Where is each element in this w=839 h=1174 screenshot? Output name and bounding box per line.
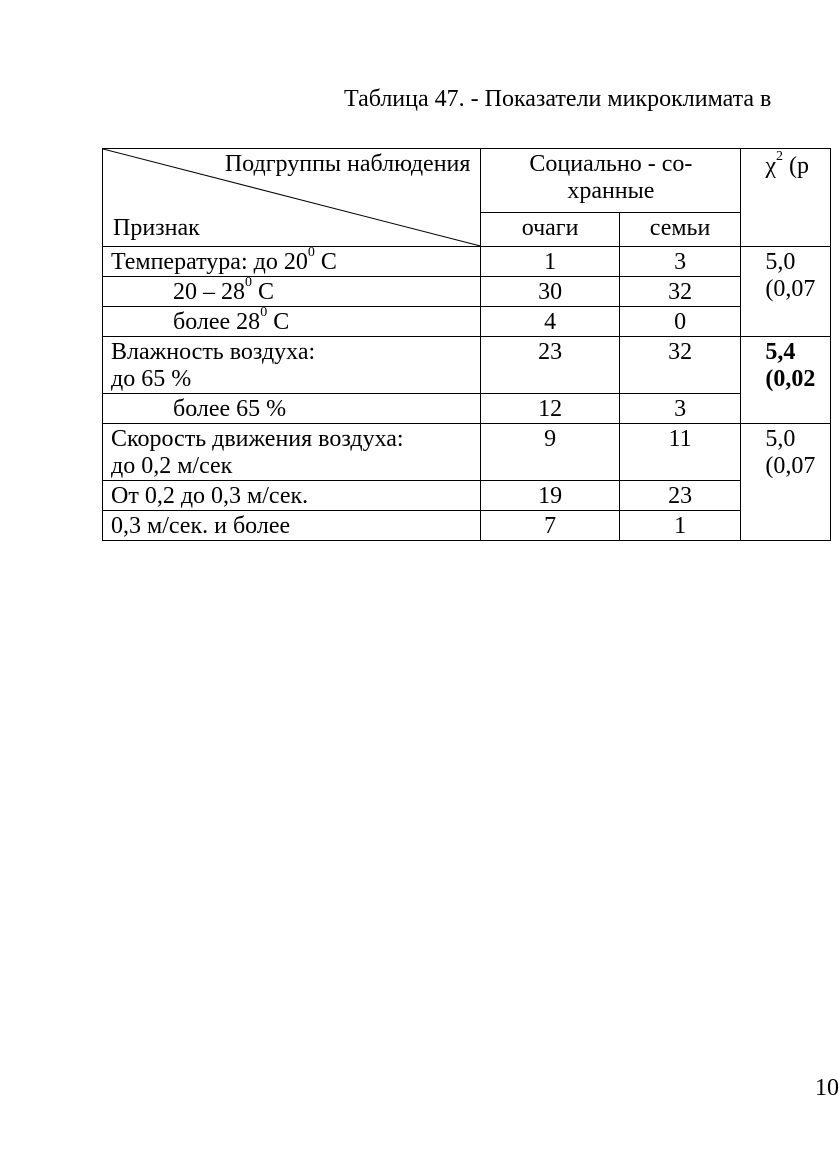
group-header [481, 149, 741, 213]
group-header-line2: хранные [567, 178, 655, 204]
col-header-families: семьи [619, 213, 741, 247]
cell-foci: 9 [481, 424, 619, 481]
group-header-line1: Социально - со- [529, 151, 693, 177]
cell-foci: 7 [481, 511, 619, 541]
row-label: От 0,2 до 0,3 м/сек. [103, 481, 481, 511]
row-label: более $28^0$ С [103, 307, 481, 337]
row-label: Влажность воздуха: до 65 % [103, 337, 481, 394]
chi-humidity-p: (0,02 [765, 366, 816, 392]
cell-families: 32 [619, 337, 741, 394]
table-row [103, 277, 831, 307]
table-row [103, 424, 831, 481]
cell-foci: 12 [481, 394, 619, 424]
cell-families: 1 [619, 511, 741, 541]
chi-superscript: 2 [775, 149, 783, 164]
row-label: более 65 % [103, 394, 481, 424]
table-row [103, 337, 831, 394]
microclimate-table [102, 148, 831, 541]
cell-foci: 19 [481, 481, 619, 511]
chi-header [741, 149, 831, 247]
table-title: Таблица 47. - Показатели микроклимата в [344, 86, 772, 112]
cell-families: 23 [619, 481, 741, 511]
cell-families: 32 [619, 277, 741, 307]
cell-foci: 1 [481, 247, 619, 277]
chi-speed [741, 424, 831, 541]
table-row [103, 511, 831, 541]
chi-speed-value: 5,0 [765, 426, 796, 452]
cell-foci: 30 [481, 277, 619, 307]
table-row [103, 394, 831, 424]
chi-speed-p: (0,07 [765, 453, 816, 479]
chi-humidity-value: 5,4 [765, 339, 796, 365]
row-label: Скорость движения воздуха: до 0,2 м/сек [103, 424, 481, 481]
cell-families: 0 [619, 307, 741, 337]
page-number: 10 [815, 1075, 839, 1101]
row-label: $20 - 28^0$ С [103, 277, 481, 307]
row-label: 0,3 м/сек. и более [103, 511, 481, 541]
chi-symbol: χ [765, 153, 776, 179]
row-label: Температура: до $20^0$ С [103, 247, 481, 277]
table-row [103, 481, 831, 511]
cell-families: 11 [619, 424, 741, 481]
cell-families: 3 [619, 247, 741, 277]
diagonal-header-cell [103, 149, 481, 247]
chi-humidity [741, 337, 831, 424]
table-row [103, 307, 831, 337]
cell-families: 3 [619, 394, 741, 424]
subgroups-label: Подгруппы наблюдения [224, 151, 471, 177]
chi-temperature-value: 5,0 [765, 249, 796, 275]
cell-foci: 23 [481, 337, 619, 394]
chi-temperature [741, 247, 831, 337]
chi-temperature-p: (0,07 [765, 276, 816, 302]
table-row [103, 247, 831, 277]
feature-label: Признак [113, 215, 200, 241]
col-header-foci: очаги [481, 213, 619, 247]
header-row-1 [103, 149, 831, 213]
cell-foci: 4 [481, 307, 619, 337]
chi-header-rest: (р [782, 153, 809, 179]
